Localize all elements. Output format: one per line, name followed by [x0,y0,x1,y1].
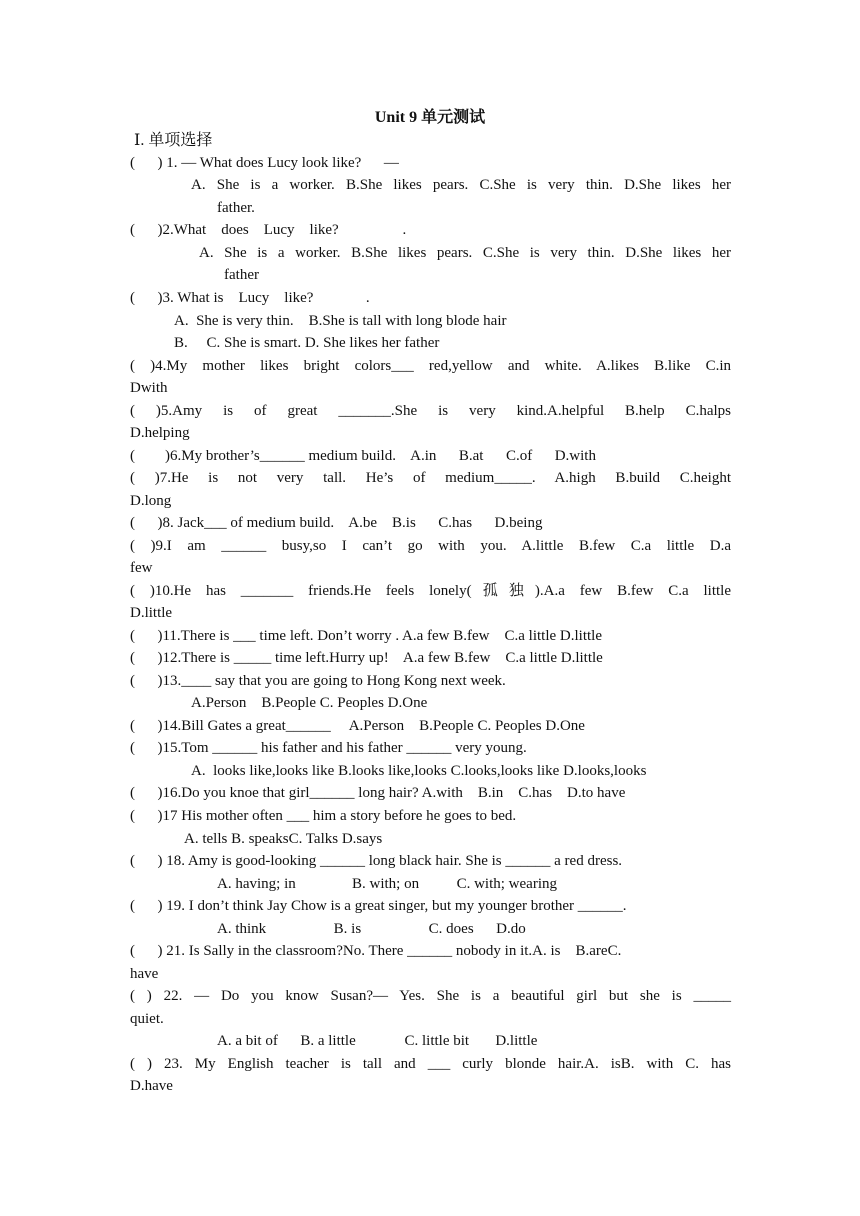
q1-options: A. She is a worker. B.She likes pears. C.She is very thin. D.She likes her [191,177,731,193]
section-heading: Ⅰ. 单项选择 [134,132,213,149]
question-4-line: ( )4.My mother likes bright colors___ red,yellow and white. A.likes B.like C.in [130,358,731,374]
q22-options: A. a bit of B. a little C. little bit D.little [217,1033,538,1049]
question-18-line: ( ) 18. Amy is good-looking ______ long black hair. She is ______ a red dress. [130,853,623,869]
question-8-line: ( )8. Jack___ of medium build. A.be B.is C.has D.being [130,515,543,531]
question-14-line: ( )14.Bill Gates a great______ A.Person B.People C. Peoples D.One [130,718,585,734]
q3-options-2: B. C. She is smart. D. She likes her father [174,335,440,351]
question-16-line: ( )16.Do you knoe that girl______ long hair? A.with B.in C.has D.to have [130,785,626,801]
q19-options: A. think B. is C. does D.do [217,921,526,937]
page-title: Unit 9 单元测试 [374,109,486,126]
question-22-line: ( ) 22. — Do you know Susan?— Yes. She is a beautiful girl but she is _____ [130,988,731,1004]
question-13-line: ( )13.____ say that you are going to Hong Kong next week. [130,673,506,689]
question-17-line: ( )17 His mother often ___ him a story before he goes to bed. [130,808,517,824]
q5-wrap: D.helping [130,425,190,441]
question-15-line: ( )15.Tom ______ his father and his father ______ very young. [130,740,527,756]
question-7-line: ( )7.He is not very tall. He’s of medium_____. A.high B.build C.height [130,470,731,486]
question-5-line: ( )5.Amy is of great _______.She is very kind.A.helpful B.help C.halps [130,403,731,419]
question-2-line: ( )2.What does Lucy like? . [130,222,407,238]
q13-options: A.Person B.People C. Peoples D.One [191,695,428,711]
question-10-line: ( )10.He has _______ friends.He feels lonely(孤独).A.a few B.few C.a little [130,583,731,599]
q7-wrap: D.long [130,493,172,509]
q3-options: A. She is very thin. B.She is tall with long blode hair [174,313,507,329]
question-19-line: ( ) 19. I don’t think Jay Chow is a great singer, but my younger brother ______. [130,898,627,914]
question-3-line: ( )3. What is Lucy like? . [130,290,370,306]
question-12-line: ( )12.There is _____ time left.Hurry up! A.a few B.few C.a little D.little [130,650,603,666]
q17-options: A. tells B. speaksC. Talks D.says [184,831,383,847]
q21-wrap: have [130,966,159,982]
q22-wrap: quiet. [130,1011,164,1027]
q23-wrap: D.have [130,1078,173,1094]
question-9-line: ( )9.I am ______ busy,so I can’t go with you. A.little B.few C.a little D.a [130,538,731,554]
q1-options-wrap: father. [217,200,255,216]
q10-wrap: D.little [130,605,173,621]
q2-options-wrap: father [224,267,259,283]
question-1-line: ( ) 1. — What does Lucy look like? — [130,155,399,171]
question-23-line: ( ) 23. My English teacher is tall and ___ curly blonde hair.A. isB. with C. has [130,1056,731,1072]
question-6-line: ( )6.My brother’s______ medium build. A.in B.at C.of D.with [130,448,596,464]
q9-wrap: few [130,560,153,576]
question-21-line: ( ) 21. Is Sally in the classroom?No. There ______ nobody in it.A. is B.areC. [130,943,622,959]
q4-wrap: Dwith [130,380,168,396]
question-11-line: ( )11.There is ___ time left. Don’t worry . A.a few B.few C.a little D.little [130,628,602,644]
q18-options: A. having; in B. with; on C. with; wearing [217,876,557,892]
q15-options: A. looks like,looks like B.looks like,looks C.looks,looks like D.looks,looks [191,763,647,779]
q2-options: A. She is a worker. B.She likes pears. C.She is very thin. D.She likes her [199,245,731,261]
